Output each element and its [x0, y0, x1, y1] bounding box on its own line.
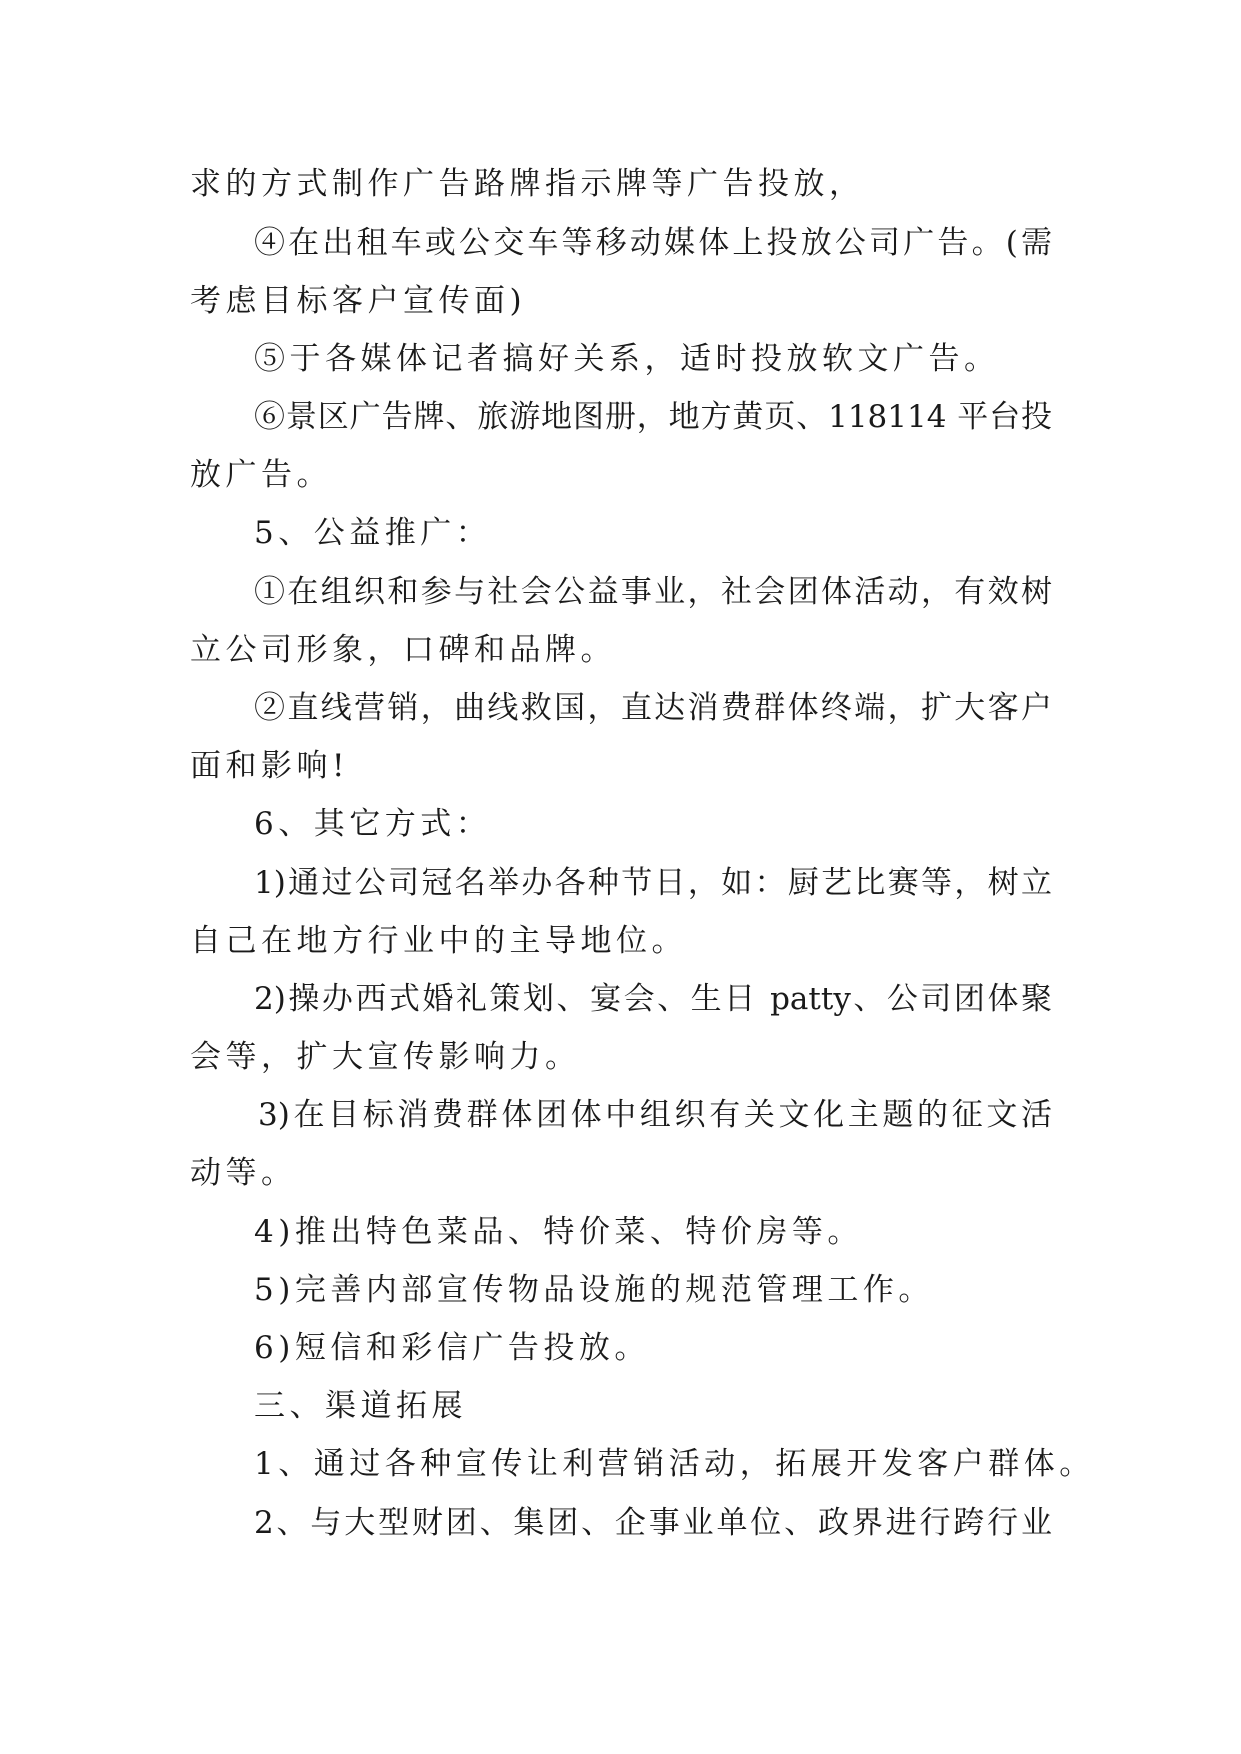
paragraph-line: 自己在地方行业中的主导地位。: [190, 923, 687, 959]
paragraph-line: 动等。: [190, 1155, 297, 1191]
paragraph-line: 求的方式制作广告路牌指示牌等广告投放，: [190, 166, 865, 202]
section-heading: 6、其它方式：: [254, 806, 492, 842]
paragraph-line: 5)完善内部宣传物品设施的规范管理工作。: [254, 1272, 934, 1308]
paragraph-line: 3)在目标消费群体团体中组织有关文化主题的征文活: [258, 1097, 1052, 1133]
paragraph-line: 考虑目标客户宣传面): [190, 283, 527, 319]
paragraph-line: ④在出租车或公交车等移动媒体上投放公司广告。(需: [254, 225, 1052, 261]
paragraph-line: ②直线营销，曲线救国，直达消费群体终端，扩大客户: [254, 690, 1052, 726]
paragraph-line: 放广告。: [190, 457, 332, 493]
paragraph-line: 4)推出特色菜品、特价菜、特价房等。: [254, 1214, 863, 1250]
paragraph-line: ①在组织和参与社会公益事业，社会团体活动，有效树: [254, 574, 1052, 610]
paragraph-line: 立公司形象，口碑和品牌。: [190, 632, 616, 668]
paragraph-line: 2)操办西式婚礼策划、宴会、生日 patty、公司团体聚: [254, 981, 1052, 1017]
section-heading: 三、渠道拓展: [254, 1388, 467, 1424]
section-heading: 5、公益推广：: [254, 515, 492, 551]
paragraph-line: 面和影响!: [190, 748, 349, 784]
paragraph-line: 1、通过各种宣传让利营销活动，拓展开发客户群体。: [254, 1446, 1095, 1482]
paragraph-line: 2、与大型财团、集团、企事业单位、政界进行跨行业: [254, 1505, 1052, 1541]
paragraph-line: 6)短信和彩信广告投放。: [254, 1330, 650, 1366]
paragraph-line: ⑥景区广告牌、旅游地图册，地方黄页、118114 平台投: [254, 399, 1052, 435]
paragraph-line: 会等，扩大宣传影响力。: [190, 1039, 581, 1075]
paragraph-line: 1)通过公司冠名举办各种节日，如：厨艺比赛等，树立: [254, 865, 1052, 901]
paragraph-line: ⑤于各媒体记者搞好关系，适时投放软文广告。: [254, 341, 1000, 377]
